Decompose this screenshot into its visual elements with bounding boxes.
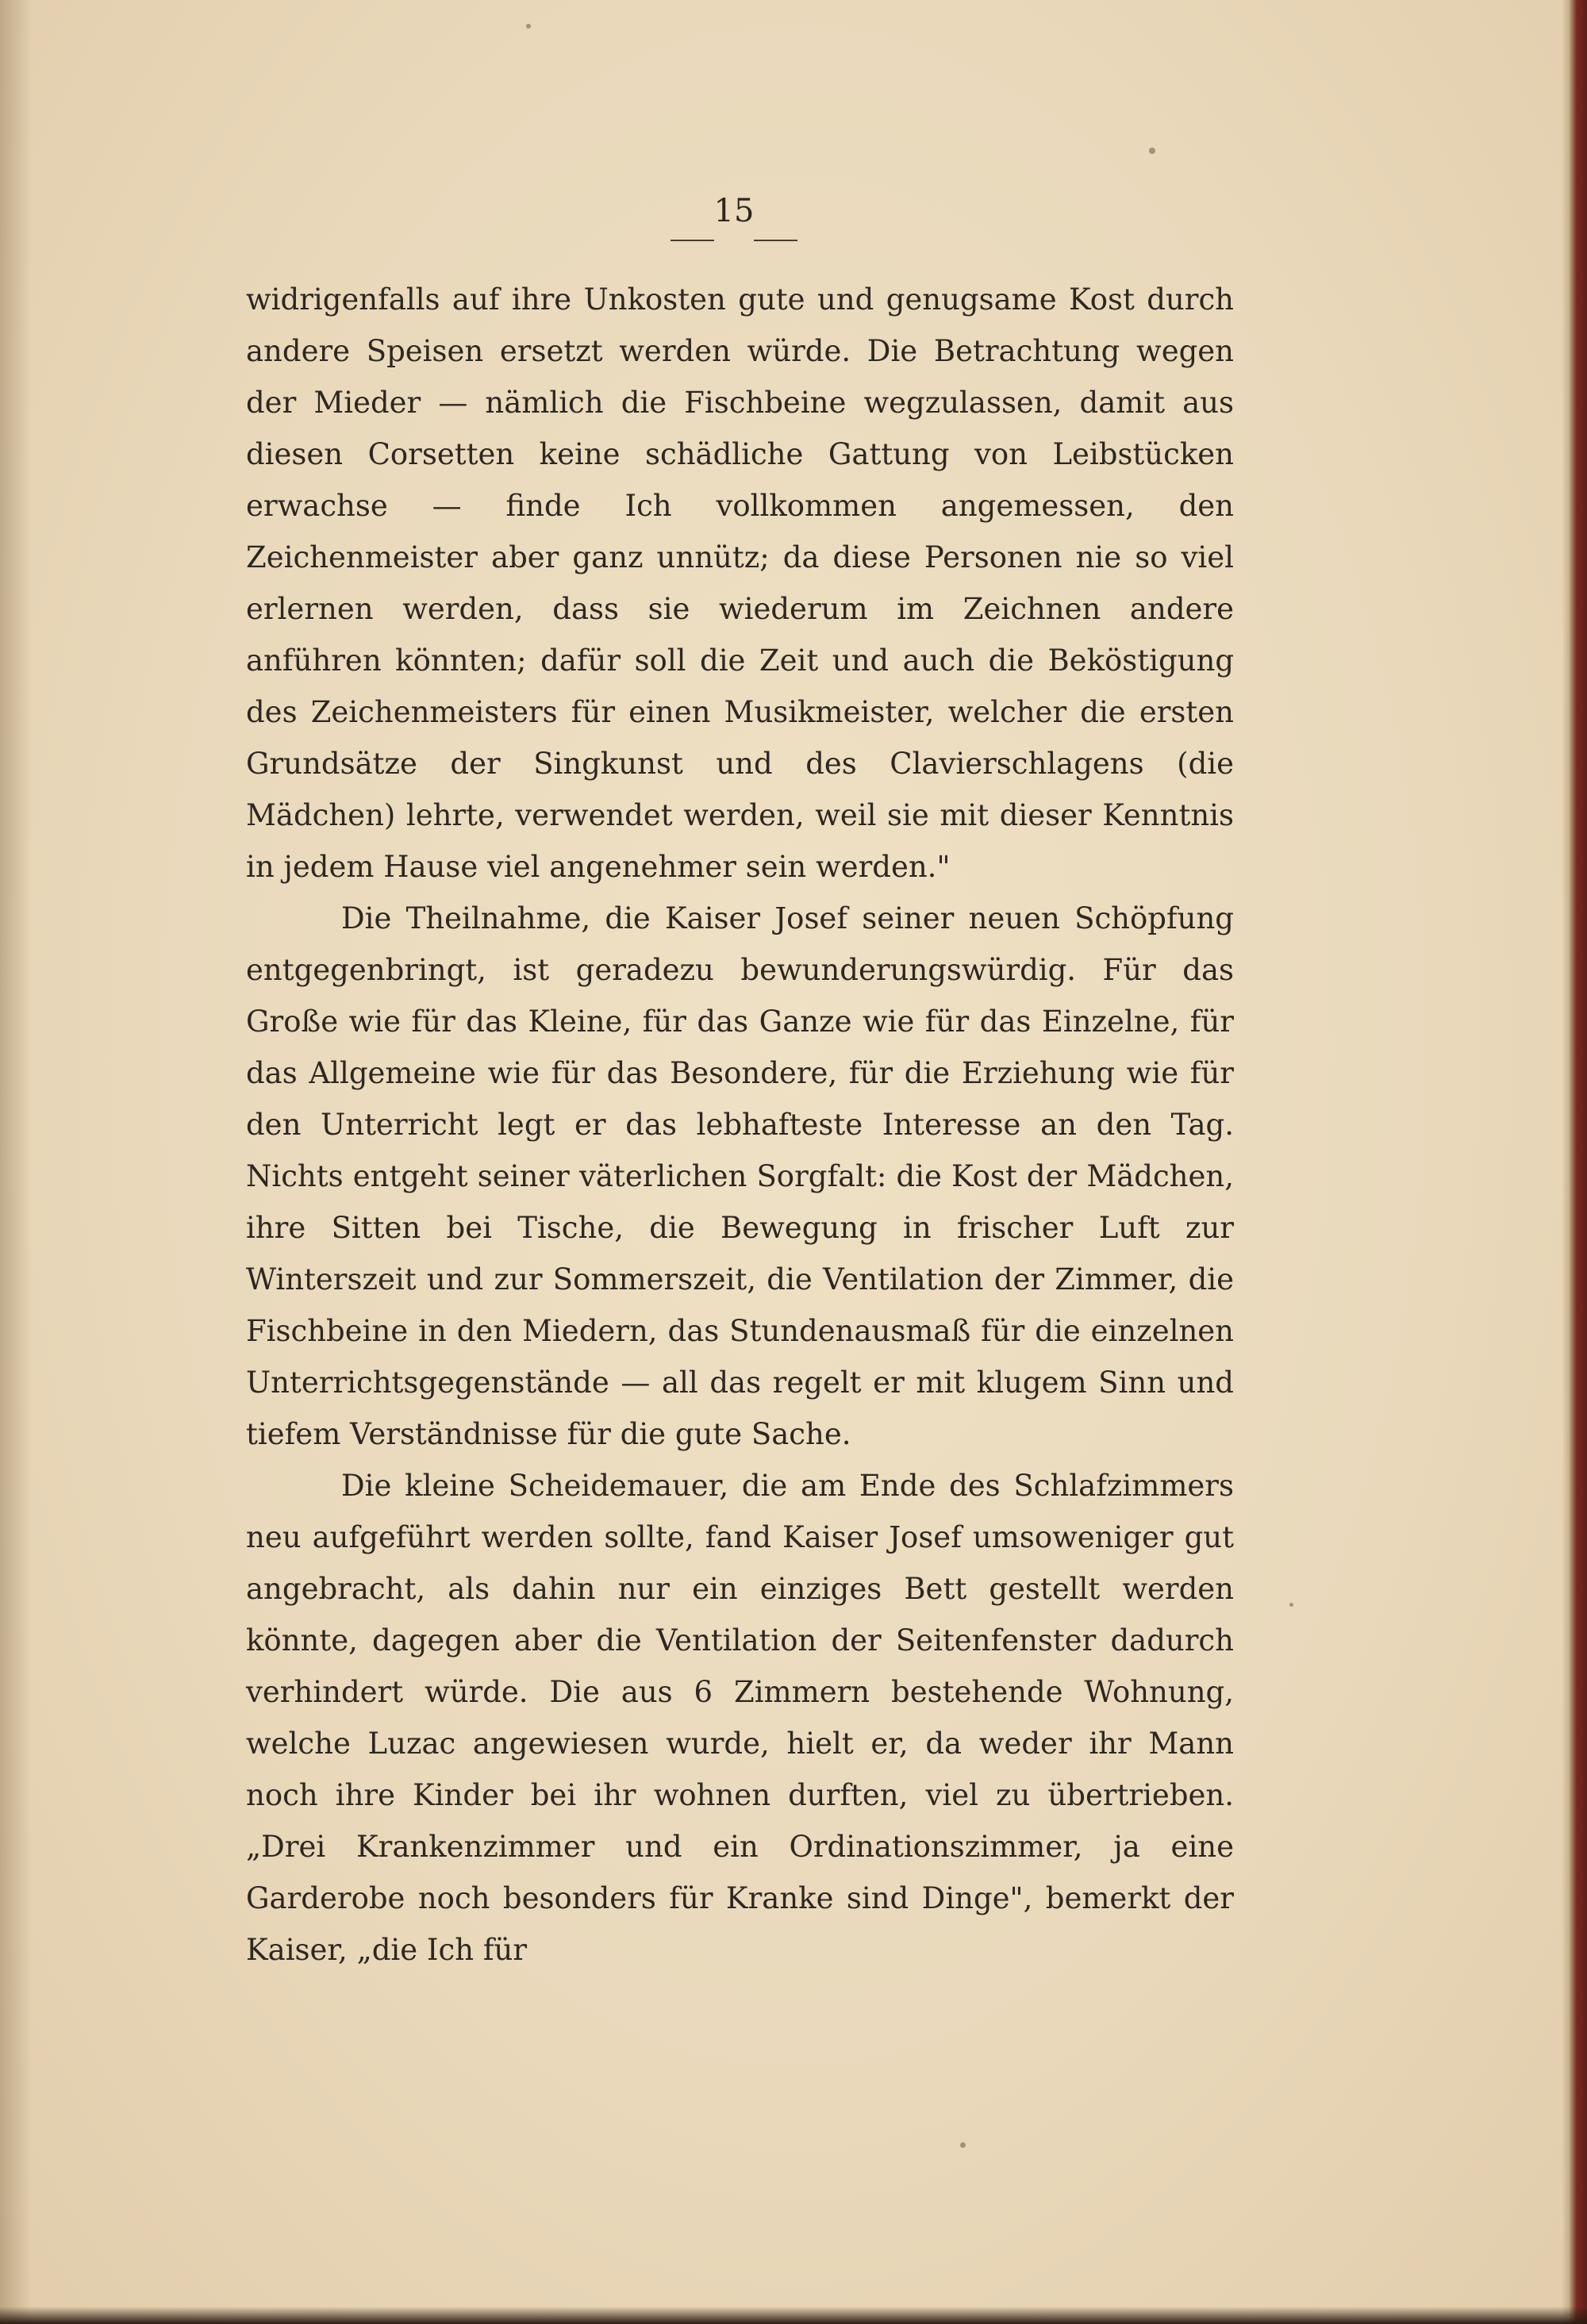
paper-speck xyxy=(960,2142,966,2148)
paper-speck xyxy=(1149,148,1155,154)
paper-speck xyxy=(1289,1603,1293,1607)
bottom-edge xyxy=(0,2307,1587,2324)
page-header xyxy=(671,192,797,240)
gutter-shadow xyxy=(0,0,32,2324)
body-text xyxy=(246,274,1234,1976)
paragraph: widrigenfalls auf ihre Unkosten gute und genugsame Kost durch andere Speisen ersetzt werden würde. Die Betrachtung wegen der Mieder — nämlich die Fischbeine wegzulassen, damit aus diesen Corsetten keine schädliche Gattung von Leibstücken erwachse — finde Ich vollkommen angemessen, den Zeichenmeister aber ganz unnütz; da diese Personen nie so viel erlernen werden, dass sie wiederum im Zeichnen andere anführen könnten; dafür soll die Zeit und auch die Beköstigung des Zeichenmeisters für einen Musikmeister, welcher die ersten Grundsätze der Singkunst und des Clavierschlagens (die Mädchen) lehrte, verwendet werden, weil sie mit dieser Kenntnis in jedem Hause viel angenehmer sein werden." xyxy=(246,282,1234,884)
paper-speck xyxy=(526,24,531,29)
page-number: 15 xyxy=(713,193,755,229)
header-rule-left xyxy=(671,240,714,241)
paragraph: Die Theilnahme, die Kaiser Josef seiner neuen Schöpfung entgegenbringt, ist geradezu bewunderungswürdig. Für das Große wie für das Kleine, für das Ganze wie für das Einzelne, für das Allgemeine wie für das Besondere, für die Erziehung wie für den Unterricht legt er das lebhafteste Interesse an den Tag. Nichts entgeht seiner väterlichen Sorgfalt: die Kost der Mädchen, ihre Sitten bei Tische, die Bewegung in frischer Luft zur Winterszeit und zur Sommerszeit, die Ventilation der Zimmer, die Fischbeine in den Miedern, das Stundenausmaß für die einzelnen Unterrichtsgegenstände — all das regelt er mit klugem Sinn und tiefem Verständnisse für die gute Sache. xyxy=(246,901,1234,1451)
paragraph: Die kleine Scheidemauer, die am Ende des Schlafzimmers neu aufgeführt werden sollte, fand Kaiser Josef umsoweniger gut angebracht, als dahin nur ein einziges Bett gestellt werden könnte, dagegen aber die Ventilation der Seitenfenster dadurch verhindert würde. Die aus 6 Zimmern bestehende Wohnung, welche Luzac angewiesen wurde, hielt er, da weder ihr Mann noch ihre Kinder bei ihr wohnen durften, viel zu übertrieben. „Drei Krankenzimmer und ein Ordinationszimmer, ja eine Garderobe noch besonders für Kranke sind Dinge", bemerkt der Kaiser, „die Ich für xyxy=(246,1469,1234,1967)
page-edge-highlight xyxy=(1562,0,1570,2324)
header-rule-right xyxy=(754,240,797,241)
binding-edge xyxy=(1570,0,1587,2324)
